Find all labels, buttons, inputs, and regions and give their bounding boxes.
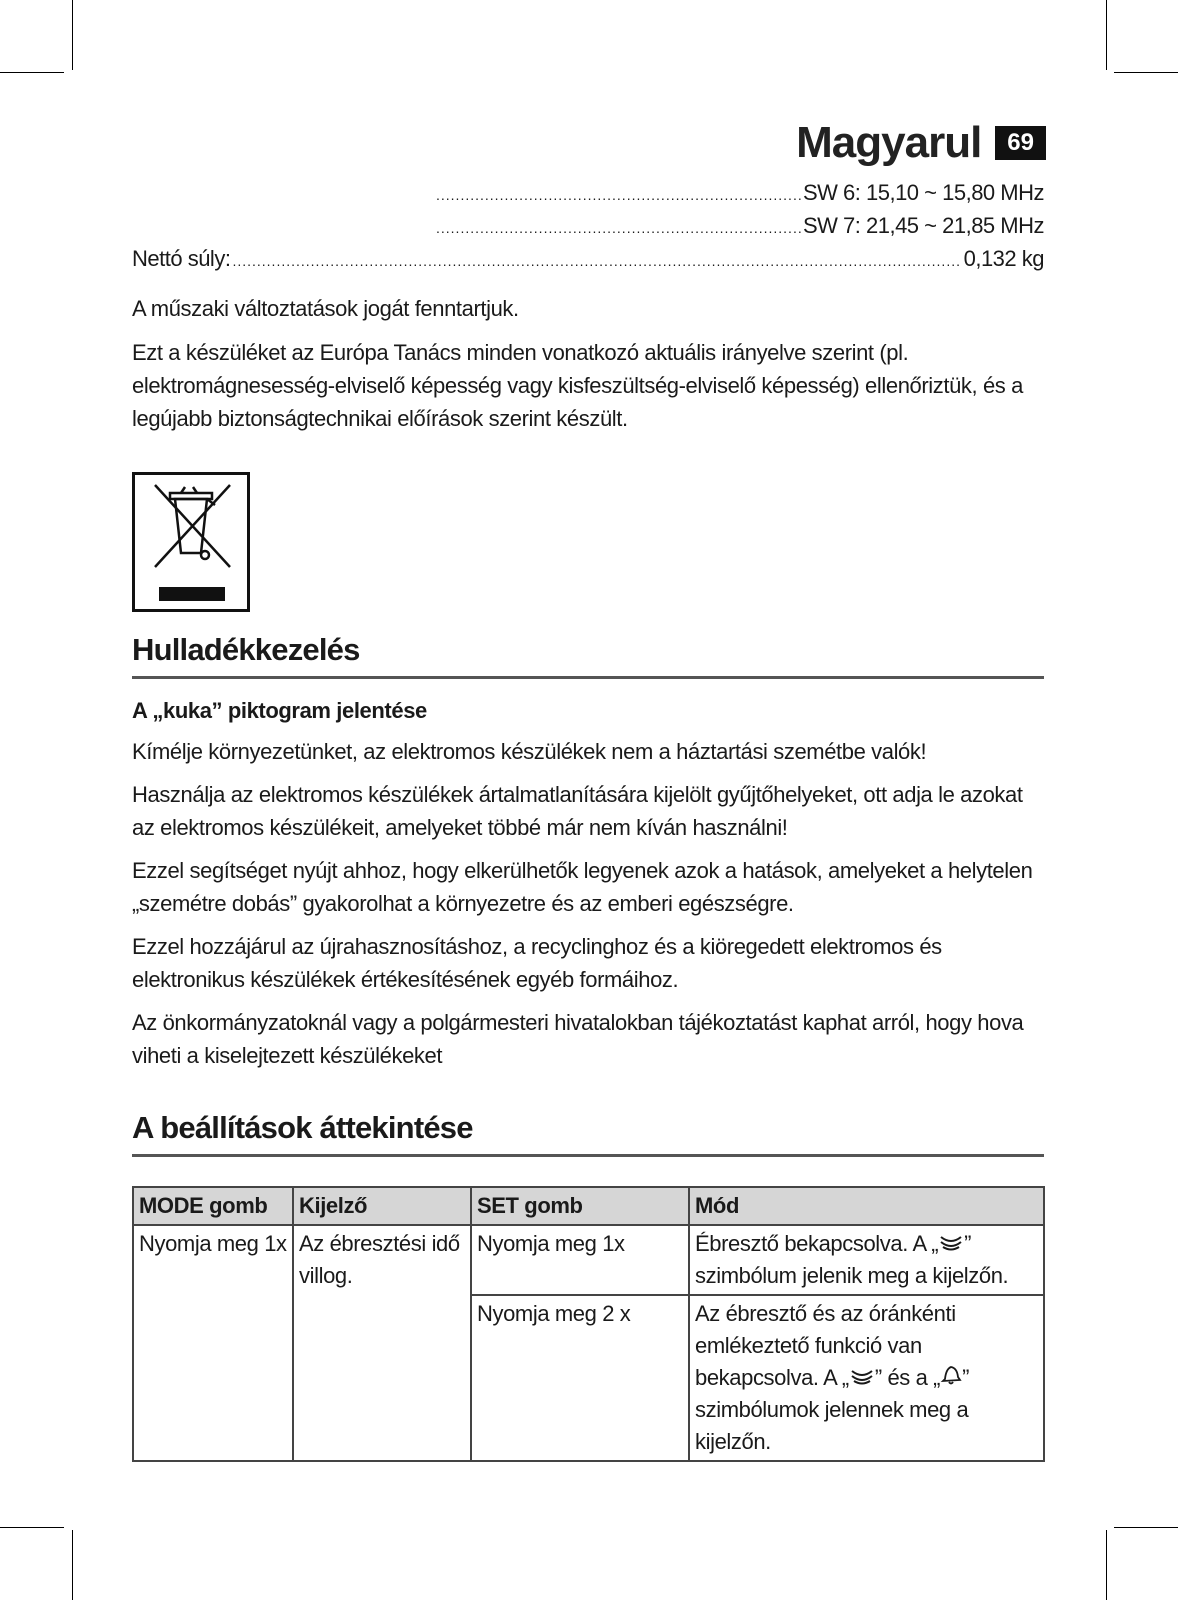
waste-heading: Hulladékkezelés xyxy=(132,632,1044,679)
spec-row xyxy=(434,180,1044,206)
display-cell: Az ébresztési idő villog. xyxy=(293,1225,471,1461)
mode-cell: Az ébresztő és az óránkénti emlékeztető funkció van bekapcsolva. A „ ” és a „ ” szimbólumok jelennek meg a kijelzőn. xyxy=(689,1295,1044,1461)
crop-mark xyxy=(1106,1530,1107,1600)
alarm-waves-icon xyxy=(849,1365,875,1390)
spec-label: Nettó súly: xyxy=(132,246,231,271)
technical-changes-note: A műszaki változtatások jogát fenntartjuk. xyxy=(132,296,519,321)
settings-table xyxy=(132,1186,1045,1462)
column-header: SET gomb xyxy=(471,1187,689,1225)
language-title: Magyarul xyxy=(796,118,982,167)
crop-mark xyxy=(0,72,64,73)
spec-row xyxy=(434,213,1044,239)
conformity-paragraph: Ezt a készüléket az Európa Tanács minden vonatkozó aktuális irányelve szerint (pl. elektromágnesesség-elviselő képesség vagy kisfeszültség-elviselő képesség) ellenőriztük, és a legújabb biztonságtechnikai előírások szerint készült. xyxy=(132,340,1023,431)
mode-button-cell: Nyomja meg 1x xyxy=(133,1225,293,1461)
waste-paragraph: Ezzel segítséget nyújt ahhoz, hogy elkerülhetők legyenek azok a hatások, amelyeket a helytelen „szemétre dobás” gyakorolhat a környezetre és az emberi egészségre. xyxy=(132,858,1033,916)
column-header: MODE gomb xyxy=(133,1187,293,1225)
spec-value: SW 6: 15,10 ~ 15,80 MHz xyxy=(802,180,1044,205)
table-header-row xyxy=(133,1187,1044,1225)
waste-subheading: A „kuka” piktogram jelentése xyxy=(132,698,427,723)
waste-paragraph: Ezzel hozzájárul az újrahasznosításhoz, a recyclinghoz és a kiöregedett elektromos és elektronikus készülékek értékesítésének egyéb formáihoz. xyxy=(132,934,942,992)
crop-mark xyxy=(72,1530,73,1600)
page-number: 69 xyxy=(995,126,1046,160)
crop-mark xyxy=(1114,1527,1178,1528)
table-row xyxy=(133,1225,1044,1295)
crop-mark xyxy=(72,0,73,70)
set-button-cell: Nyomja meg 2 x xyxy=(471,1295,689,1461)
set-button-cell: Nyomja meg 1x xyxy=(471,1225,689,1295)
crop-mark xyxy=(0,1527,64,1528)
waste-paragraph: Használja az elektromos készülékek ártalmatlanítására kijelölt gyűjtőhelyeket, ott adja le azokat az elektromos készülékeit, amelyeket többé már nem kíván használni! xyxy=(132,782,1023,840)
waste-paragraph: Kímélje környezetünket, az elektromos készülékek nem a háztartási szemétbe valók! xyxy=(132,739,927,764)
spec-value: SW 7: 21,45 ~ 21,85 MHz xyxy=(802,213,1044,238)
crop-mark xyxy=(1114,72,1178,73)
mode-cell: Ébresztő bekapcsolva. A „ ” szimbólum jelenik meg a kijelzőn. xyxy=(689,1225,1044,1295)
crossed-out-wheelie-bin-icon xyxy=(132,472,250,612)
bell-icon xyxy=(940,1365,962,1390)
crop-mark xyxy=(1106,0,1107,70)
column-header: Kijelző xyxy=(293,1187,471,1225)
alarm-waves-icon xyxy=(938,1231,964,1256)
column-header: Mód xyxy=(689,1187,1044,1225)
settings-heading: A beállítások áttekintése xyxy=(132,1110,1044,1157)
page-header xyxy=(796,118,1046,168)
spec-row xyxy=(132,246,1044,272)
waste-paragraph: Az önkormányzatoknál vagy a polgármesteri hivatalokban tájékoztatást kaphat arról, hogy hova viheti a kiselejtezett készülékeket xyxy=(132,1010,1024,1068)
spec-value: 0,132 kg xyxy=(963,246,1044,271)
